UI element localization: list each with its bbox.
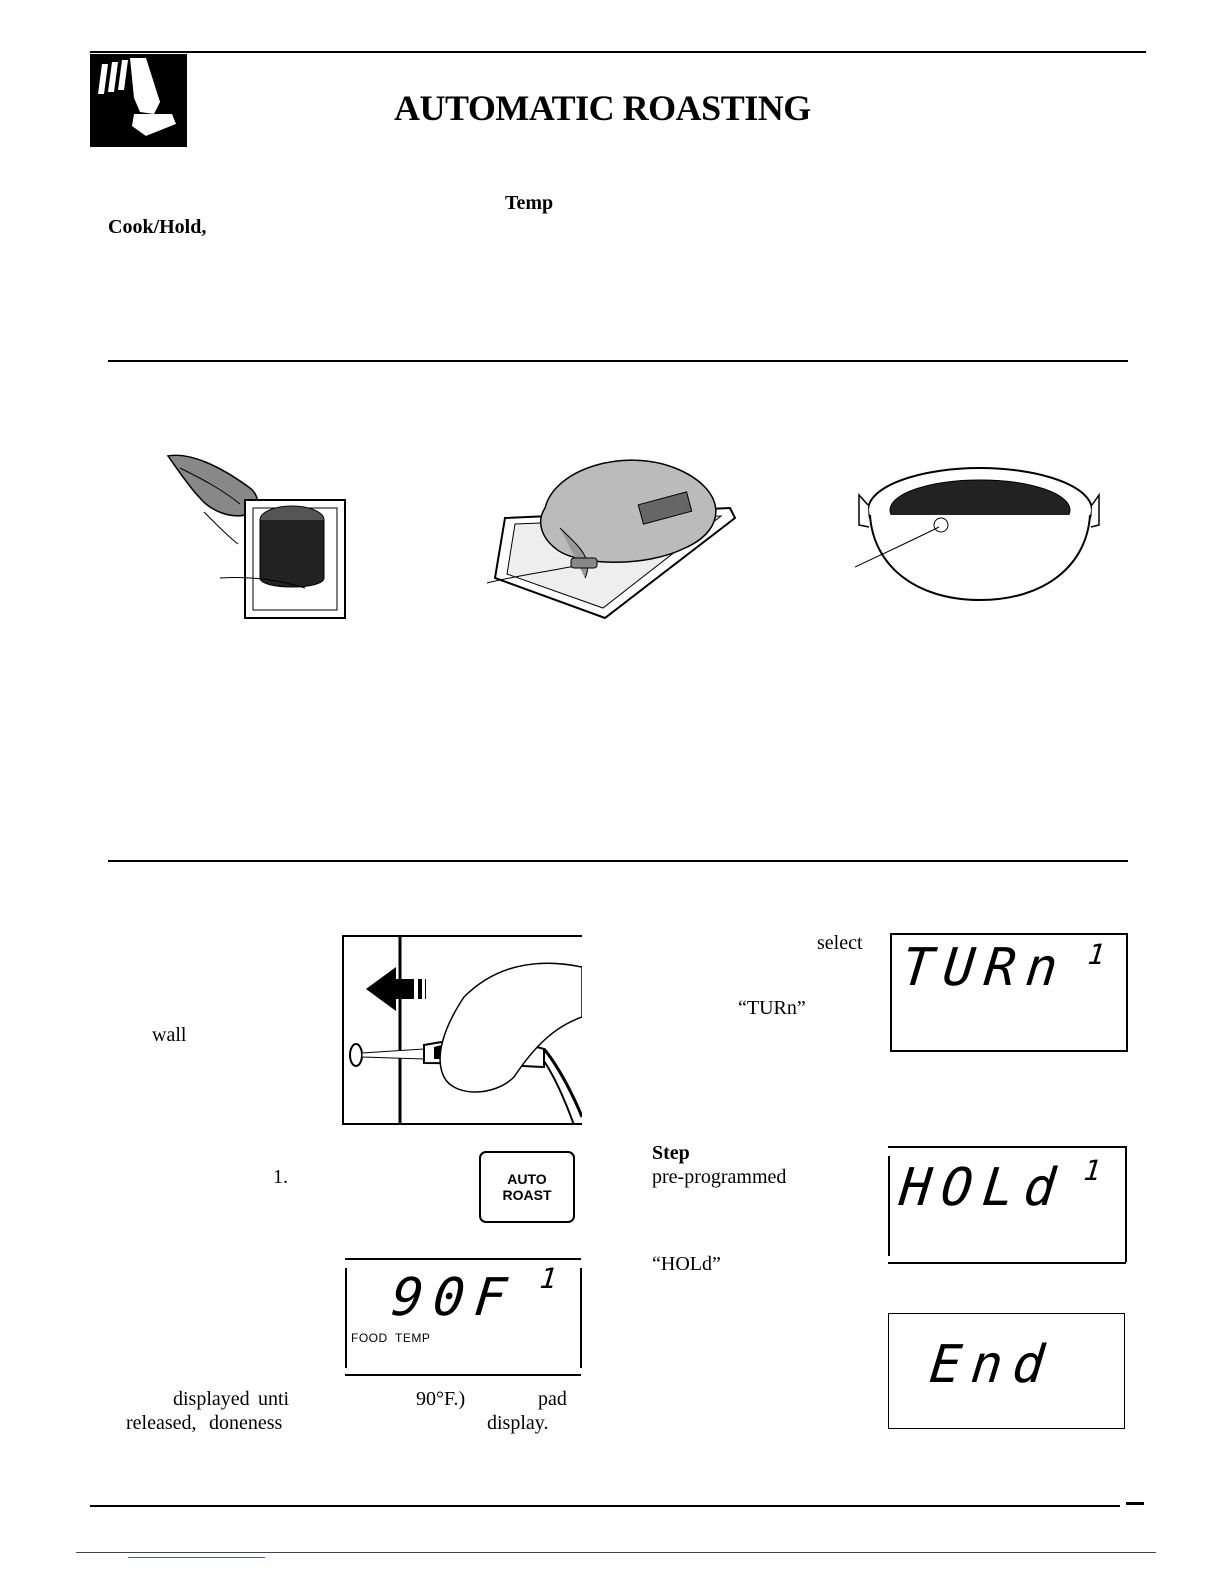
hold-display-right (1125, 1146, 1127, 1262)
right-turn-fragment: “TURn” (738, 997, 806, 1019)
bottom-blue-link-line (128, 1557, 265, 1558)
hold-indicator: 1 (1082, 1154, 1113, 1187)
hold-display-top (888, 1146, 1126, 1148)
auto-roast-line2: ROAST (502, 1187, 552, 1203)
left-until-fragment: unti (258, 1388, 290, 1410)
roast-in-pan-with-probe-icon (160, 448, 370, 623)
right-preprogrammed-fragment: pre-programmed (652, 1166, 787, 1188)
right-step-word: Step (652, 1142, 690, 1164)
hold-readout: HOLd (896, 1158, 1069, 1218)
hand-pressing-pad-icon (90, 54, 187, 147)
turn-display-left (890, 933, 892, 1050)
food-label: FOOD (351, 1331, 388, 1345)
hold-display-left (888, 1156, 890, 1256)
turn-indicator: 1 (1086, 938, 1117, 971)
right-select-fragment: select (817, 932, 863, 954)
section-rule-1 (108, 360, 1128, 362)
food-temp-indicator: 1 (538, 1262, 569, 1295)
turn-display-top (890, 933, 1128, 935)
turn-display-right (1126, 933, 1128, 1050)
food-temp-display-right (580, 1268, 582, 1368)
intro-cookhold-fragment: Cook/Hold, (108, 216, 207, 238)
probe-plug-illustration (342, 935, 582, 1125)
left-displayed-fragment: displayed (173, 1388, 250, 1410)
turn-display-bottom (890, 1050, 1128, 1052)
intro-temp-fragment: Temp (505, 192, 554, 214)
temp-label: TEMP (395, 1331, 431, 1345)
left-wall-fragment: wall (152, 1024, 187, 1046)
footer-rule (90, 1505, 1120, 1507)
footer-dash (1126, 1502, 1144, 1505)
bottom-thin-rule (76, 1552, 1156, 1553)
left-pad-fragment: pad (538, 1388, 567, 1410)
left-step-number: 1. (273, 1166, 288, 1188)
food-temp-readout: 90F (388, 1268, 520, 1328)
left-doneness-fragment: doneness (209, 1412, 283, 1434)
casserole-with-probe-icon (855, 455, 1100, 605)
auto-roast-line1: AUTO (507, 1171, 547, 1187)
left-display-fragment: display. (487, 1412, 549, 1434)
left-released-fragment: released, (126, 1412, 197, 1434)
food-temp-display-bottom (345, 1374, 581, 1376)
right-hold-fragment: “HOLd” (652, 1253, 721, 1275)
chicken-in-pan-with-probe-icon (485, 448, 750, 623)
left-90f-fragment: 90°F.) (416, 1388, 466, 1410)
header-top-rule (90, 51, 1146, 53)
section-rule-2 (108, 860, 1128, 862)
page-title: AUTOMATIC ROASTING (394, 88, 811, 128)
food-temp-display-top (345, 1258, 581, 1260)
turn-readout: TURn (898, 938, 1071, 998)
auto-roast-button[interactable] (479, 1151, 575, 1223)
food-temp-display-left (345, 1268, 347, 1368)
hold-display-bottom (888, 1262, 1126, 1264)
end-readout: End (926, 1335, 1058, 1395)
